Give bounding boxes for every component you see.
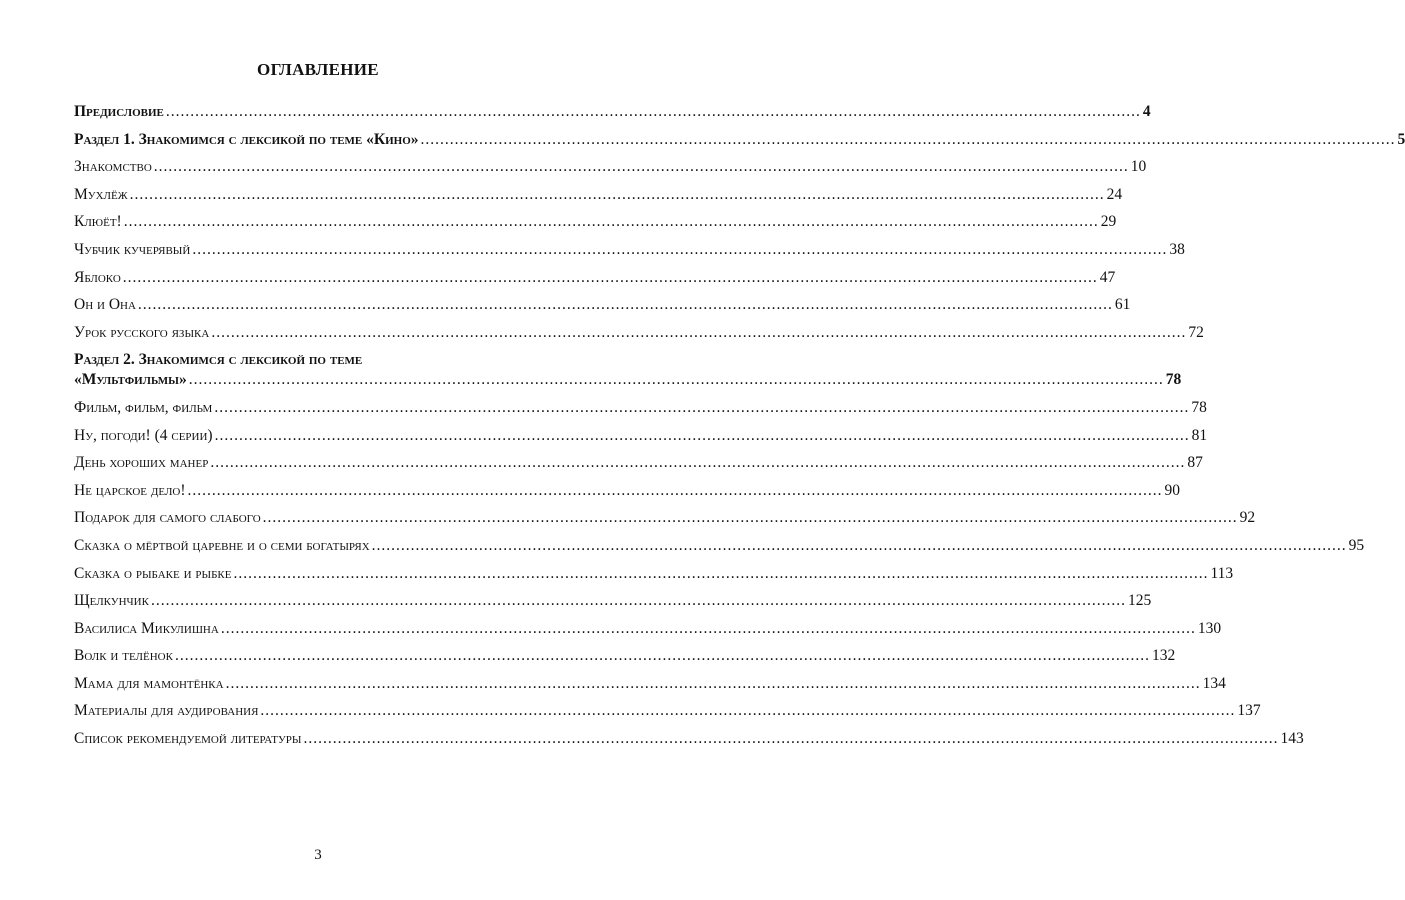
- toc-entry-label: Раздел 1. Знакомимся с лексикой по теме «Кино»: [74, 130, 419, 148]
- toc-entry-page: 90: [1164, 481, 1181, 499]
- toc-entry-label: «Мультфильмы»: [74, 371, 187, 389]
- toc-entry-label: Список рекомендуемой литературы: [74, 730, 302, 748]
- toc-entry: [74, 130, 1405, 150]
- toc-entry-page: 29: [1100, 213, 1117, 231]
- toc-entry-page: 125: [1127, 592, 1152, 610]
- toc-leader-dots: ........................................................................................................................................................................................................: [211, 323, 1187, 341]
- toc-leader-dots: ........................................................................................................................................................................................................: [371, 536, 1347, 554]
- toc-entry-page: 130: [1197, 619, 1222, 637]
- toc-entry: [74, 212, 1117, 232]
- toc-entry-label: Чубчик кучерявый: [74, 240, 191, 258]
- toc-entry: [74, 268, 1116, 288]
- toc-entry-page: 47: [1099, 268, 1116, 286]
- toc-entry: [74, 508, 1256, 528]
- toc-entry-page: 81: [1191, 426, 1208, 444]
- toc-leader-dots: ........................................................................................................................................................................................................: [210, 454, 1186, 472]
- toc-entry: [74, 701, 1261, 721]
- toc-entry: [74, 591, 1152, 611]
- toc-entry-page: 24: [1106, 185, 1123, 203]
- toc-entry-label: Щелкунчик: [74, 592, 149, 610]
- toc-leader-dots: ........................................................................................................................................................................................................: [188, 371, 1164, 389]
- toc-entry-label: Мама для мамонтёнка: [74, 674, 224, 692]
- toc-entry-label: Он и Она: [74, 296, 136, 314]
- toc-entry: [74, 453, 1203, 473]
- table-of-contents: [74, 102, 1405, 757]
- toc-entry-page: 72: [1188, 323, 1204, 341]
- toc-leader-dots: ........................................................................................................................................................................................................: [129, 185, 1105, 203]
- toc-entry: [74, 157, 1147, 177]
- toc-entry-label: Мухлёж: [74, 185, 128, 203]
- toc-entry: [74, 619, 1222, 639]
- toc-entry: [74, 350, 1182, 390]
- toc-entry: [74, 674, 1226, 694]
- toc-entry-page: 10: [1130, 158, 1147, 176]
- toc-entry: [74, 564, 1234, 584]
- toc-entry-page: 95: [1348, 536, 1365, 554]
- toc-entry: [74, 426, 1208, 446]
- toc-entry-label: Ну, погоди! (4 серии): [74, 426, 213, 444]
- toc-leader-dots: ........................................................................................................................................................................................................: [233, 564, 1209, 582]
- toc-entry: [74, 323, 1204, 343]
- toc-leader-dots: ........................................................................................................................................................................................................: [174, 647, 1150, 665]
- toc-leader-dots: ........................................................................................................................................................................................................: [165, 103, 1141, 120]
- toc-leader-dots: ........................................................................................................................................................................................................: [153, 158, 1129, 176]
- toc-entry-page: 4: [1142, 103, 1151, 120]
- toc-leader-dots: ........................................................................................................................................................................................................: [214, 398, 1190, 416]
- toc-entry-page: 5: [1397, 130, 1405, 148]
- toc-entry-page: 87: [1187, 454, 1203, 472]
- toc-entry-page: 113: [1210, 564, 1234, 582]
- toc-entry-page: 134: [1202, 674, 1226, 692]
- toc-entry: [74, 185, 1123, 205]
- toc-entry: [74, 536, 1365, 556]
- toc-entry-label: Клюёт!: [74, 213, 122, 231]
- toc-entry-label: Знакомство: [74, 158, 152, 176]
- toc-entry-page: 61: [1114, 296, 1131, 314]
- toc-entry-page: 78: [1191, 398, 1207, 416]
- toc-leader-dots: ........................................................................................................................................................................................................: [137, 296, 1113, 314]
- toc-entry-label: Урок русского языка: [74, 323, 210, 341]
- toc-leader-dots: ........................................................................................................................................................................................................: [262, 509, 1238, 527]
- toc-entry-label: Сказка о рыбаке и рыбке: [74, 564, 232, 582]
- toc-entry-label: Материалы для аудирования: [74, 702, 259, 720]
- toc-leader-dots: ........................................................................................................................................................................................................: [187, 481, 1163, 499]
- toc-leader-dots: ........................................................................................................................................................................................................: [123, 213, 1099, 231]
- toc-entry: [74, 398, 1207, 418]
- toc-leader-dots: ........................................................................................................................................................................................................: [225, 674, 1201, 692]
- toc-entry-page: 137: [1237, 702, 1261, 720]
- toc-entry-page: 92: [1239, 509, 1256, 527]
- toc-leader-dots: ........................................................................................................................................................................................................: [220, 619, 1196, 637]
- toc-leader-dots: ........................................................................................................................................................................................................: [122, 268, 1098, 286]
- toc-entry: [74, 240, 1185, 260]
- toc-entry-label: Василиса Микулишна: [74, 619, 219, 637]
- toc-leader-dots: ........................................................................................................................................................................................................: [192, 240, 1168, 258]
- toc-entry-label-line1: Раздел 2. Знакомимся с лексикой по теме: [74, 351, 363, 369]
- toc-entry-page: 143: [1280, 730, 1304, 748]
- toc-entry: [74, 102, 1151, 122]
- toc-entry-label: Фильм, фильм, фильм: [74, 398, 213, 416]
- toc-entry-label: Волк и телёнок: [74, 647, 173, 665]
- toc-title: ОГЛАВЛЕНИЕ: [257, 60, 379, 79]
- toc-entry-line2: [74, 370, 1182, 390]
- toc-entry: [74, 729, 1304, 749]
- toc-entry-label: Предисловие: [74, 103, 164, 120]
- toc-entry-label: Яблоко: [74, 268, 121, 286]
- toc-leader-dots: ........................................................................................................................................................................................................: [303, 730, 1279, 748]
- toc-entry-label: Не царское дело!: [74, 481, 186, 499]
- toc-leader-dots: ........................................................................................................................................................................................................: [214, 426, 1190, 444]
- toc-leader-dots: ........................................................................................................................................................................................................: [260, 702, 1236, 720]
- page-number: 3: [314, 847, 322, 863]
- toc-entry-label: Подарок для самого слабого: [74, 509, 261, 527]
- toc-entry: [74, 646, 1176, 666]
- toc-entry-page: 132: [1151, 647, 1176, 665]
- toc-entry-label: Сказка о мёртвой царевне и о семи богатырях: [74, 536, 370, 554]
- toc-entry-page: 78: [1165, 371, 1182, 389]
- toc-entry-page: 38: [1169, 240, 1185, 258]
- toc-leader-dots: ........................................................................................................................................................................................................: [420, 130, 1396, 148]
- toc-leader-dots: ........................................................................................................................................................................................................: [150, 592, 1126, 610]
- toc-entry: [74, 295, 1131, 315]
- toc-entry: [74, 481, 1181, 501]
- toc-entry-label: День хороших манер: [74, 454, 209, 472]
